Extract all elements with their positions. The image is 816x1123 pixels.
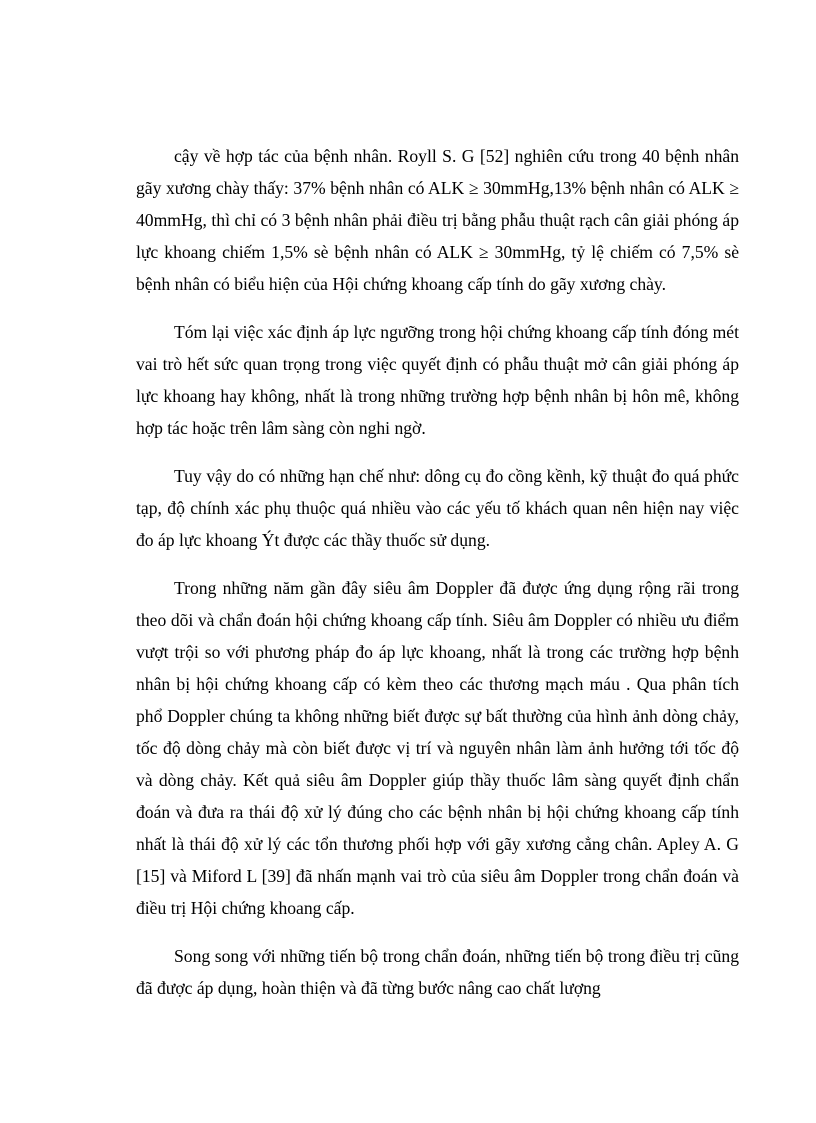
paragraph: Song song với những tiến bộ trong chẩn đoán, những tiến bộ trong điều trị cũng đã được áp dụng, hoàn thiện và đã từng bước nâng cao chất lượng <box>136 946 739 998</box>
paragraph: Tuy vậy do có những hạn chế như: dông cụ đo cồng kềnh, kỹ thuật đo quá phức tạp, độ chính xác phụ thuộc quá nhiều vào các yếu tố khách quan nên hiện nay việc đo áp lực khoang Ýt được các thầy thuốc sử dụng. <box>136 466 739 550</box>
paragraph: Trong những năm gần đây siêu âm Doppler đã được ứng dụng rộng rãi trong theo dõi và chẩn đoán hội chứng khoang cấp tính. Siêu âm Doppler có nhiều ưu điểm vượt trội so với phương pháp đo áp lực khoang, nhất là trong các trường hợp bệnh nhân bị hội chứng khoang cấp có kèm theo các thương mạch máu . Qua phân tích phổ Doppler chúng ta không những biết được sự bất thường của hình ảnh dòng chảy, tốc độ dòng chảy mà còn biết được vị trí và nguyên nhân làm ảnh hưởng tới tốc độ và dòng chảy. Kết quả siêu âm Doppler giúp thầy thuốc lâm sàng quyết định chẩn đoán và đưa ra thái độ xử lý đúng cho các bệnh nhân bị hội chứng khoang cấp tính nhất là thái độ xử lý các tổn thương phối hợp với gãy xương cẳng chân. Apley A. G [15] và Miford L [39] đã nhấn mạnh vai trò của siêu âm Doppler trong chẩn đoán và điều trị Hội chứng khoang cấp. <box>136 578 739 918</box>
document-body <box>136 140 739 1020</box>
paragraph: Tóm lại việc xác định áp lực ngưỡng trong hội chứng khoang cấp tính đóng mét vai trò hết sức quan trọng trong việc quyết định có phẫu thuật mở cân giải phóng áp lực khoang hay không, nhất là trong những trường hợp bệnh nhân bị hôn mê, không hợp tác hoặc trên lâm sàng còn nghi ngờ. <box>136 322 739 438</box>
paragraph: cậy về hợp tác của bệnh nhân. Royll S. G [52] nghiên cứu trong 40 bệnh nhân gãy xương chày thấy: 37% bệnh nhân có ALK ≥ 30mmHg,13% bệnh nhân có ALK ≥ 40mmHg, thì chỉ có 3 bệnh nhân phải điều trị bằng phẫu thuật rạch cân giải phóng áp lực khoang chiếm 1,5% sè bệnh nhân có ALK ≥ 30mmHg, tỷ lệ chiếm có 7,5% sè bệnh nhân có biểu hiện của Hội chứng khoang cấp tính do gãy xương chày. <box>136 146 739 294</box>
